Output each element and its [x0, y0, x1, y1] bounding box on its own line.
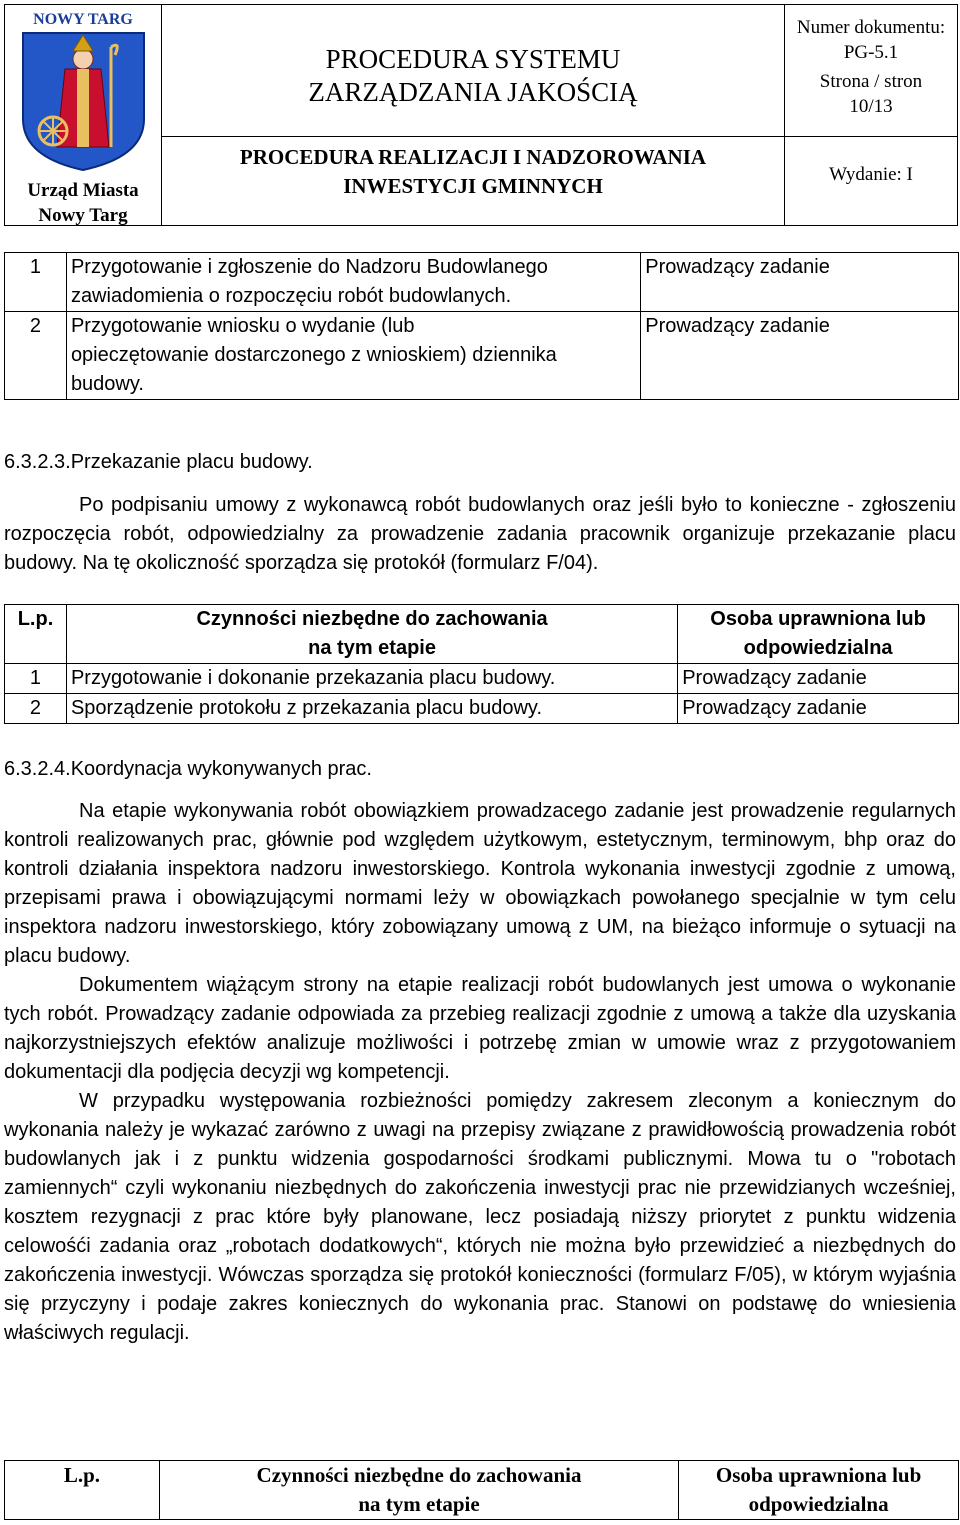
task-line: zawiadomienia o rozpoczęciu robót budowlanych. [70, 285, 512, 307]
page-count-value: 10/13 [849, 96, 893, 117]
meta-divider [785, 136, 957, 137]
task-cell: Sporządzenie protokołu z przekazania placu budowy. [66, 694, 677, 724]
procedure-title-line2: INWESTYCJI GMINNYCH [343, 174, 603, 198]
responsible-cell: Prowadzący zadanie [678, 694, 959, 724]
document-number [785, 15, 957, 65]
section-6324-text [4, 797, 956, 1348]
column-header-responsible [679, 1461, 959, 1520]
office-name [5, 178, 161, 228]
header-title-cell [162, 5, 785, 225]
task-cell [66, 253, 640, 312]
column-header-lp: L.p. [5, 605, 67, 664]
paragraph: W przypadku występowania rozbieżności pomiędzy zakresem zleconym a koniecznym do wykonania należy je wykazać zarówno z uwagi na przepisy związane z prawidłowością prowadzenia robót budowlanych jak i z punktu widzenia gospodarności środkami publicznymi. Mowa tu o "robotach zamiennych“ czyli wykonaniu niezbędnych do zakończenia inwestycji prac nie przewidzianych wcześniej, kosztem rezygnacji z prac które były planowane, lecz posiadają niższy priorytet z punktu widzenia celowośći zadania oraz „robotach dodatkowych“, których nie można było przewidzieć a niezbędnych do zakończenia inwestycji. Wówczas sporządza się protokół konieczności (formularz F/05), w którym wyjaśnia się przyczyny i podaje zakres koniecznych do wykonania prac. Stanowi on podstawę do wniesienia właściwych regulacji. [4, 1090, 956, 1344]
column-header-responsible-line1: Osoba uprawniona lub [715, 1463, 922, 1487]
column-header-responsible [678, 605, 959, 664]
responsible-cell: Prowadzący zadanie [678, 664, 959, 694]
column-header-task [159, 1461, 678, 1520]
task-line: Przygotowanie i zgłoszenie do Nadzoru Budowlanego [70, 256, 548, 278]
row-number: 2 [5, 312, 67, 400]
header-logo-cell [5, 5, 162, 225]
task-line: opieczętowanie dostarczonego z wnioskiem) dziennika [70, 344, 557, 366]
task-line: budowy. [70, 373, 144, 395]
section-heading-6324: 6.3.2.4.Koordynacja wykonywanych prac. [4, 758, 372, 780]
paragraph: Na etapie wykonywania robót obowiązkiem prowadzacego zadanie jest prowadzenie regularnych kontroli realizowanych prac, głównie pod względem użytkowym, estetycznym, terminowym, bhp oraz do kontroli działania inspektora nadzoru inwestorskiego. Kontrola wykonania inwestycji zgodnie z umową, przepisami prawa i obowiązującymi normami leży w obowiązkach powołanego specjalnie w tym celu inspektora nadzoru inwestorskiego, który zobowiązany umową z UM, na bieżąco informuje o sytuacji na placu budowy. [4, 800, 956, 967]
system-title-line1: PROCEDURA SYSTEMU [325, 44, 621, 74]
column-header-task [66, 605, 677, 664]
row-number: 2 [5, 694, 67, 724]
column-header-responsible-line2: odpowiedzialna [748, 1492, 889, 1516]
page-count-label: Strona / stron [819, 71, 923, 92]
column-header-responsible-line2: odpowiedzialna [743, 637, 893, 659]
column-header-task-line2: na tym etapie [358, 1492, 480, 1516]
edition: Wydanie: I [829, 164, 913, 185]
table-header-row [5, 1461, 959, 1520]
header-meta-cell [785, 5, 957, 225]
column-header-task-line1: Czynności niezbędne do zachowania [196, 608, 548, 630]
row-number: 1 [5, 664, 67, 694]
table-row [5, 253, 959, 312]
row-number: 1 [5, 253, 67, 312]
table-header-row [5, 605, 959, 664]
steps-table-3 [4, 1460, 959, 1520]
task-cell: Przygotowanie i dokonanie przekazania placu budowy. [66, 664, 677, 694]
page-count [785, 69, 957, 119]
system-title [162, 43, 784, 109]
task-line: Przygotowanie wniosku o wydanie (lub [70, 315, 415, 337]
procedure-title-line1: PROCEDURA REALIZACJI I NADZOROWANIA [239, 145, 707, 169]
procedure-title [162, 143, 784, 201]
responsible-cell: Prowadzący zadanie [641, 253, 959, 312]
column-header-lp: L.p. [5, 1461, 160, 1520]
office-name-line2: Nowy Targ [38, 205, 128, 226]
paragraph: Po podpisaniu umowy z wykonawcą robót budowlanych oraz jeśli było to konieczne - zgłoszeniu rozpoczęcia robót, odpowiedzialny za prowadzenie zadania pracownik organizuje przekazanie placu budowy. Na tę okoliczność sporządza się protokół (formularz F/04). [4, 494, 956, 574]
document-number-value: PG-5.1 [843, 42, 899, 63]
steps-table-1 [4, 252, 959, 400]
document-number-label: Numer dokumentu: [796, 17, 946, 38]
document-header [4, 4, 958, 226]
steps-table-2 [4, 604, 959, 724]
section-6323-text [4, 491, 956, 578]
section-heading-6323: 6.3.2.3.Przekazanie placu budowy. [4, 451, 313, 473]
system-title-line2: ZARZĄDZANIA JAKOŚCIĄ [308, 77, 638, 107]
office-name-line1: Urząd Miasta [27, 180, 139, 201]
logo-text: NOWY TARG [33, 11, 133, 28]
table-row [5, 664, 959, 694]
paragraph: Dokumentem wiążącym strony na etapie realizacji robót budowlanych jest umowa o wykonanie tych robót. Prowadzący zadanie odpowiada za przebieg realizacji zgodnie z umową a także dla uzyskania najkorzystniejszych efektów analizuje możliwości i potrzebę zmian w umowie wraz z przygotowaniem dokumentacji dla podjęcia decyzji wg kompetencji. [4, 974, 956, 1083]
column-header-responsible-line1: Osoba uprawniona lub [710, 608, 926, 630]
task-cell [66, 312, 640, 400]
header-divider [162, 136, 784, 137]
coat-of-arms-logo [11, 7, 156, 172]
column-header-task-line1: Czynności niezbędne do zachowania [256, 1463, 582, 1487]
table-row [5, 312, 959, 400]
table-row [5, 694, 959, 724]
responsible-cell: Prowadzący zadanie [641, 312, 959, 400]
column-header-task-line2: na tym etapie [308, 637, 436, 659]
